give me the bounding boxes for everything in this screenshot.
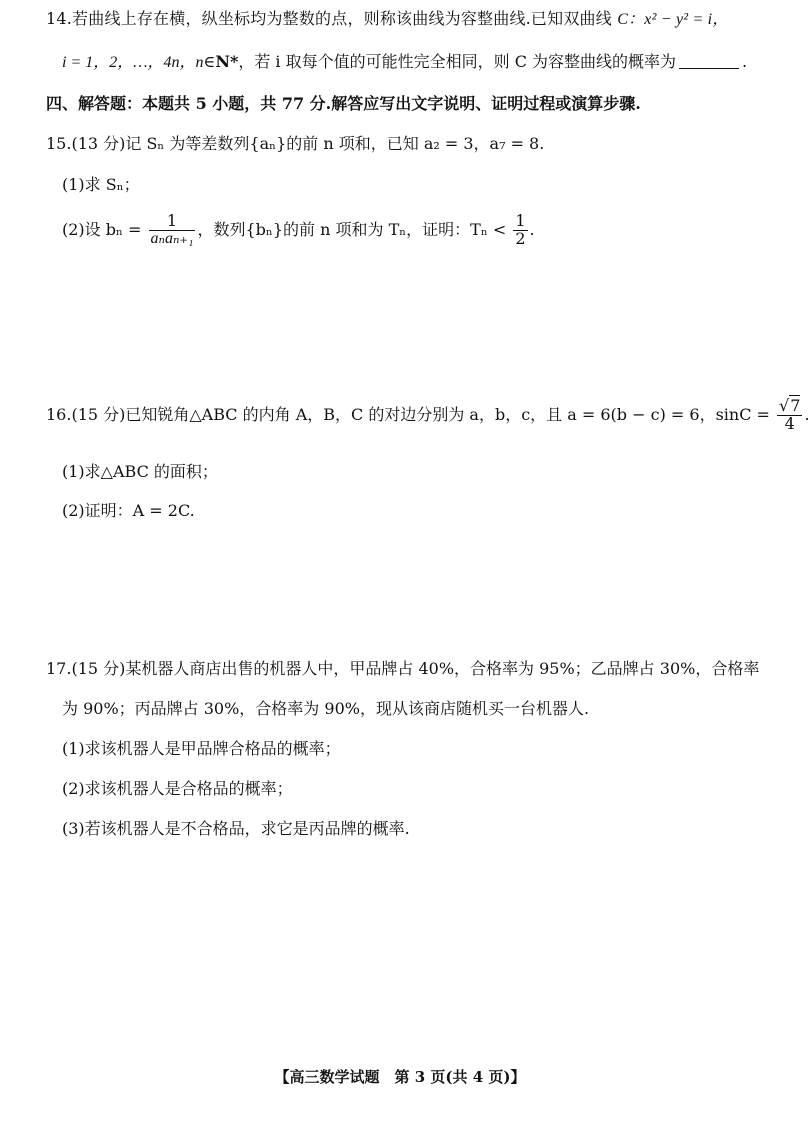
q16-part-2: (2)证明：A = 2C. <box>62 501 195 520</box>
q14-natural-set: N* <box>215 52 239 71</box>
q15-stem: 15.(13 分)记 Sₙ 为等差数列{aₙ}的前 n 项和，已知 a₂ = 3，a₇ = 8. <box>46 134 545 153</box>
q14-line-1 <box>46 11 729 28</box>
q16-sqrt-radicand: 7 <box>790 396 801 415</box>
section-heading: 四、解答题：本题共 5 小题，共 77 分.解答应写出文字说明、证明过程或演算步骤. <box>46 94 641 113</box>
q16-stem-text: 16.(15 分)已知锐角△ABC 的内角 A，B，C 的对边分别为 a，b，c，且 a = 6(b − c) = 6，sinC = <box>46 404 776 424</box>
q14-index-range: i = 1，2，…，4n，n∈ <box>62 54 216 71</box>
q17-line-2: 为 90%；丙品牌占 30%，合格率为 90%，现从该商店随机买一台机器人. <box>62 699 590 718</box>
q17-part-1: (1)求该机器人是甲品牌合格品的概率； <box>62 739 341 758</box>
q15-bound-denominator: 2 <box>515 228 526 248</box>
q16-sin-fraction <box>777 398 802 433</box>
q14-line-2 <box>62 54 747 71</box>
q15-bn-numerator: 1 <box>149 213 196 231</box>
q16-stem <box>46 398 810 433</box>
q14-answer-blank <box>679 67 739 69</box>
q14-text-1: 14.若曲线上存在横，纵坐标均为整数的点，则称该曲线为容整曲线.已知双曲线 <box>46 9 618 28</box>
q16-stem-end: . <box>804 404 810 424</box>
q17-part-2: (2)求该机器人是合格品的概率； <box>62 779 293 798</box>
q15-bound-fraction <box>513 213 527 248</box>
q17-part-3: (3)若该机器人是不合格品，求它是丙品牌的概率. <box>62 819 410 838</box>
q15-part-2-mid: ，数列{bₙ}的前 n 项和为 Tₙ，证明：Tₙ < <box>197 219 512 239</box>
q15-part-2-end: . <box>529 219 535 239</box>
q14-text-2: ，若 i 取每个值的可能性完全相同，则 C 为容整曲线的概率为 <box>238 52 677 71</box>
q15-part-2 <box>62 213 535 248</box>
q16-part-1: (1)求△ABC 的面积； <box>62 462 218 481</box>
q16-sin-numerator: √7 <box>779 396 801 415</box>
q17-line-1: 17.(15 分)某机器人商店出售的机器人中，甲品牌占 40%，合格率为 95%；乙品牌占 30%，合格率 <box>46 659 760 678</box>
q15-part-2-lead: (2)设 bₙ = <box>62 219 147 239</box>
q14-hyperbola: C：x² − y² = i， <box>617 11 729 28</box>
q14-period: . <box>742 52 748 71</box>
q15-part-1: (1)求 Sₙ； <box>62 175 140 194</box>
page-footer: 【高三数学试题 第 3 页(共 4 页)】 <box>274 1068 526 1086</box>
q15-bn-denominator: aₙaₙ₊₁ <box>150 229 194 247</box>
q15-bound-numerator: 1 <box>515 211 526 230</box>
q15-bn-fraction <box>149 213 196 248</box>
q16-sin-denominator: 4 <box>784 413 795 433</box>
